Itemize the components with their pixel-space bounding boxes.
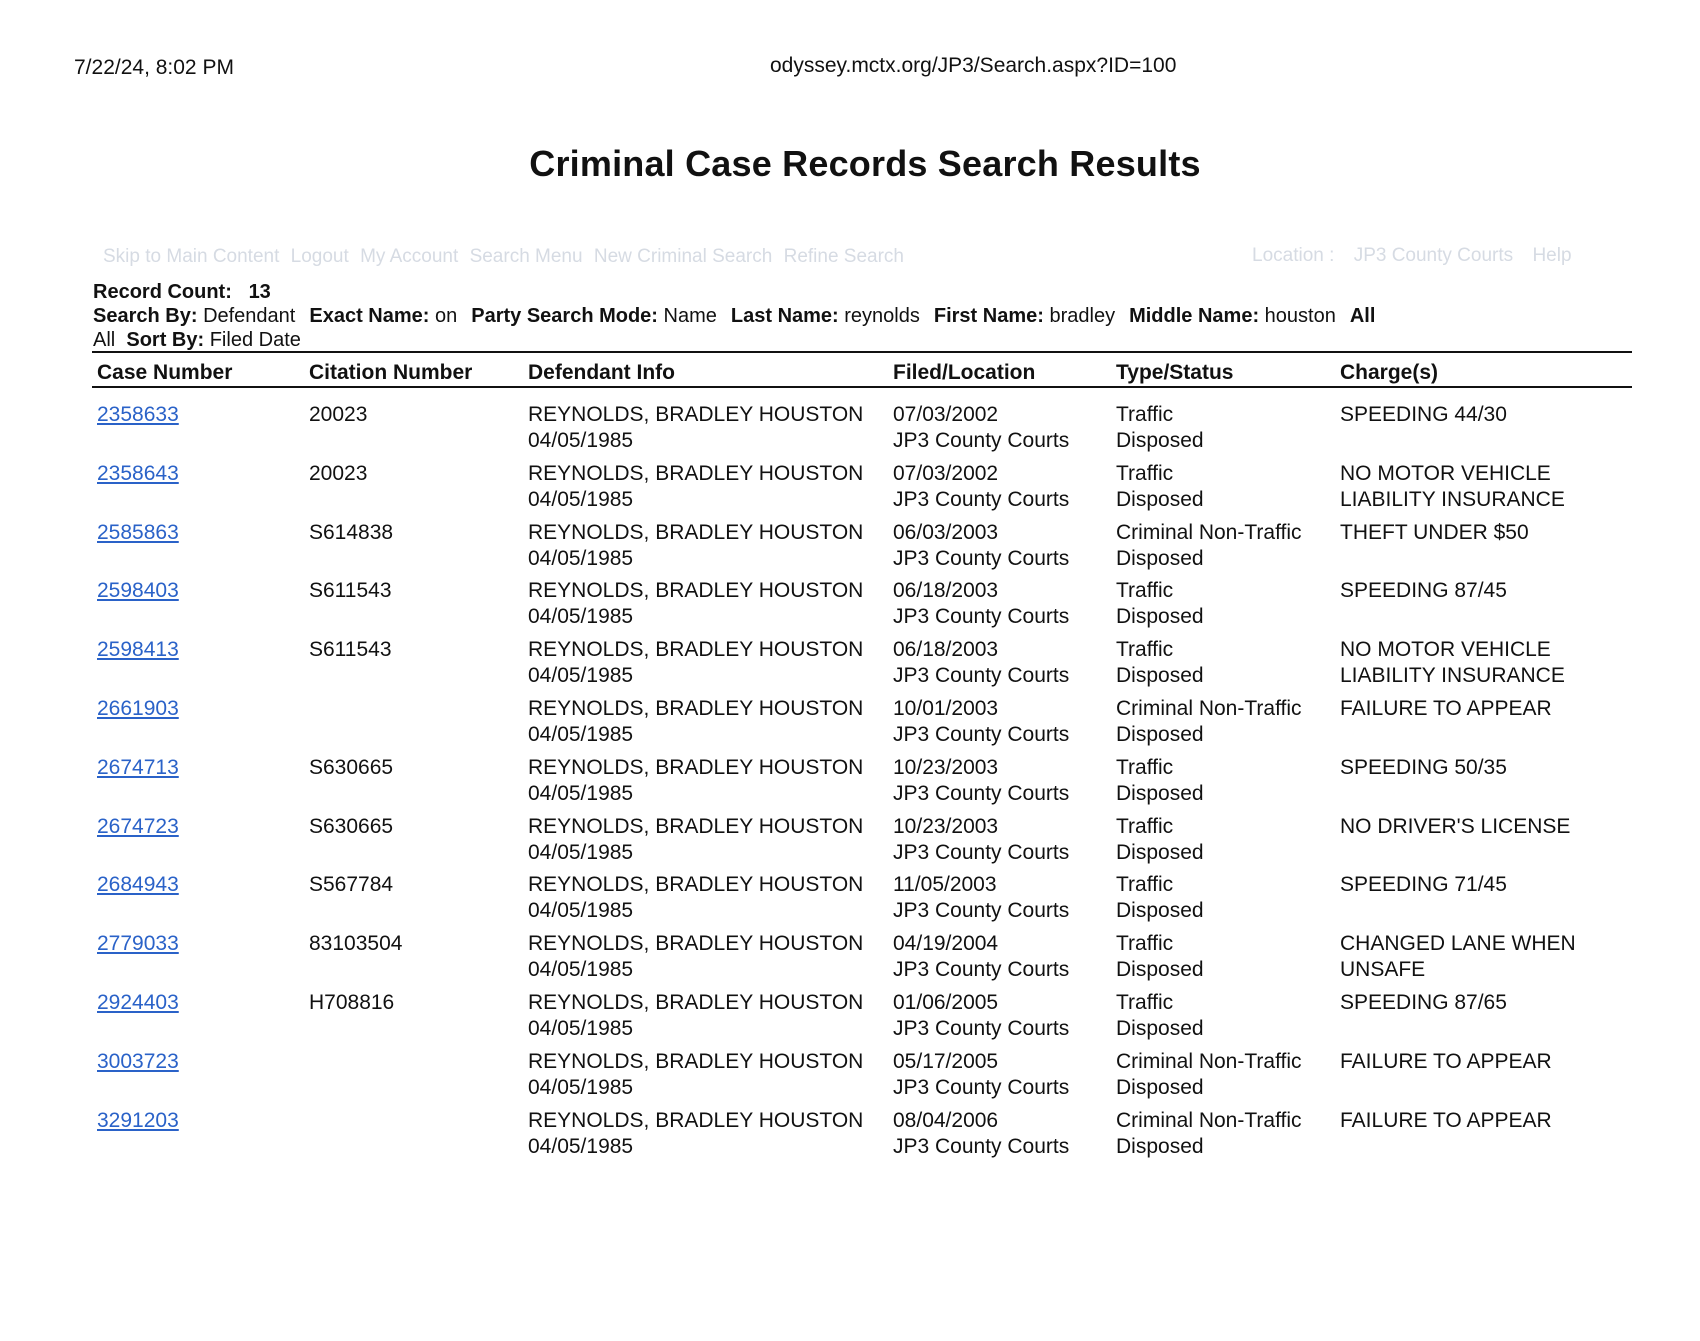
court-location: JP3 County Courts (893, 840, 1070, 864)
help-link[interactable]: Help (1532, 245, 1572, 266)
case-number-link[interactable]: 2674723 (97, 814, 179, 838)
court-location: JP3 County Courts (893, 781, 1070, 805)
charge-continued: UNSAFE (1340, 958, 1426, 982)
citation-number: S611543 (309, 638, 392, 662)
case-number-link[interactable]: 2661903 (97, 697, 179, 720)
table-row (0, 696, 1700, 754)
search-criteria (93, 280, 1543, 352)
court-location: JP3 County Courts (893, 546, 1070, 570)
col-header-case-number[interactable]: Case Number (97, 361, 233, 384)
table-row (0, 461, 1700, 519)
case-type: Traffic (1116, 638, 1174, 662)
table-row (0, 872, 1700, 930)
charge-continued: LIABILITY INSURANCE (1340, 664, 1565, 688)
case-status: Disposed (1116, 429, 1204, 452)
case-status: Disposed (1116, 605, 1204, 629)
defendant-name: REYNOLDS, BRADLEY HOUSTON (528, 403, 864, 426)
exact-name-label: Exact Name: (309, 305, 430, 327)
court-location: JP3 County Courts (893, 429, 1070, 452)
middle-name-value: houston (1264, 305, 1336, 327)
case-type: Traffic (1116, 579, 1174, 603)
court-location: JP3 County Courts (893, 1134, 1070, 1158)
filed-date: 08/04/2006 (893, 1108, 999, 1132)
case-status: Disposed (1116, 1134, 1204, 1158)
party-mode-value: Name (663, 305, 717, 327)
case-type: Traffic (1116, 461, 1174, 485)
case-type: Criminal Non-Traffic (1116, 1108, 1302, 1132)
defendant-dob: 04/05/1985 (528, 429, 634, 452)
filed-date: 07/03/2002 (893, 403, 999, 426)
case-type: Traffic (1116, 873, 1174, 897)
court-location: JP3 County Courts (893, 723, 1070, 746)
case-number-link[interactable]: 2674713 (97, 755, 179, 779)
header-rule-top (92, 351, 1632, 353)
citation-number: H708816 (309, 991, 395, 1014)
citation-number: 20023 (309, 461, 368, 485)
table-row (0, 1108, 1700, 1166)
print-date: 7/22/24, 8:02 PM (74, 56, 234, 79)
charge: NO MOTOR VEHICLE (1340, 638, 1551, 662)
citation-number: S630665 (309, 814, 394, 838)
last-name-value: reynolds (844, 305, 920, 327)
case-number-link[interactable]: 2779033 (97, 932, 179, 956)
filed-date: 06/03/2003 (893, 520, 999, 544)
filed-date: 11/05/2003 (893, 873, 997, 897)
nav-my-account-link[interactable]: My Account (360, 246, 459, 267)
middle-name-label: Middle Name: (1129, 305, 1260, 327)
court-location: JP3 County Courts (893, 605, 1070, 629)
table-row (0, 931, 1700, 989)
all-bold: All (1349, 305, 1376, 327)
col-header-type-status[interactable]: Type/Status (1116, 361, 1234, 384)
table-row (0, 578, 1700, 636)
defendant-name: REYNOLDS, BRADLEY HOUSTON (528, 755, 864, 779)
search-by-label: Search By: (93, 305, 198, 327)
citation-number: S614838 (309, 520, 394, 544)
search-by-value: Defendant (203, 305, 296, 327)
charge-continued: LIABILITY INSURANCE (1340, 487, 1565, 511)
court-location: JP3 County Courts (893, 899, 1070, 923)
case-number-link[interactable]: 2598403 (97, 579, 179, 603)
defendant-name: REYNOLDS, BRADLEY HOUSTON (528, 1108, 864, 1132)
location-select[interactable]: JP3 County Courts (1353, 245, 1514, 266)
table-row (0, 520, 1700, 578)
defendant-dob: 04/05/1985 (528, 958, 634, 982)
defendant-dob: 04/05/1985 (528, 546, 634, 570)
case-status: Disposed (1116, 899, 1204, 923)
case-type: Traffic (1116, 991, 1174, 1014)
nav-skip-link[interactable]: Skip to Main Content (103, 246, 280, 267)
nav-logout-link[interactable]: Logout (290, 246, 349, 267)
defendant-dob: 04/05/1985 (528, 723, 634, 746)
defendant-name: REYNOLDS, BRADLEY HOUSTON (528, 932, 864, 956)
nav-refine-search-link[interactable]: Refine Search (783, 246, 904, 267)
defendant-dob: 04/05/1985 (528, 1075, 634, 1099)
defendant-name: REYNOLDS, BRADLEY HOUSTON (528, 579, 864, 603)
exact-name-value: on (434, 305, 458, 327)
case-type: Criminal Non-Traffic (1116, 697, 1302, 720)
case-status: Disposed (1116, 1017, 1204, 1040)
defendant-name: REYNOLDS, BRADLEY HOUSTON (528, 991, 864, 1014)
charge: FAILURE TO APPEAR (1340, 697, 1552, 720)
filed-date: 06/18/2003 (893, 638, 999, 662)
citation-number: 20023 (309, 403, 368, 426)
charge: NO MOTOR VEHICLE (1340, 461, 1551, 485)
charge: SPEEDING 71/45 (1340, 873, 1507, 897)
charge: SPEEDING 50/35 (1340, 755, 1507, 779)
charge: SPEEDING 87/45 (1340, 579, 1507, 603)
defendant-dob: 04/05/1985 (528, 605, 634, 629)
header-rule-bottom (92, 386, 1632, 388)
filed-date: 10/23/2003 (893, 814, 999, 838)
filed-date: 04/19/2004 (893, 932, 999, 956)
case-number-link[interactable]: 2585863 (97, 520, 179, 544)
citation-number: S567784 (309, 873, 394, 897)
citation-number: 83103504 (309, 932, 403, 956)
table-row (0, 637, 1700, 695)
case-type: Traffic (1116, 755, 1174, 779)
case-status: Disposed (1116, 840, 1204, 864)
charge: THEFT UNDER $50 (1340, 520, 1529, 544)
defendant-name: REYNOLDS, BRADLEY HOUSTON (528, 638, 864, 662)
defendant-name: REYNOLDS, BRADLEY HOUSTON (528, 873, 864, 897)
case-status: Disposed (1116, 1075, 1204, 1099)
case-status: Disposed (1116, 487, 1204, 511)
col-header-citation-number[interactable]: Citation Number (309, 361, 473, 384)
court-location: JP3 County Courts (893, 664, 1070, 688)
defendant-name: REYNOLDS, BRADLEY HOUSTON (528, 697, 864, 720)
filed-date: 01/06/2005 (893, 991, 999, 1014)
defendant-dob: 04/05/1985 (528, 487, 634, 511)
charge: FAILURE TO APPEAR (1340, 1049, 1552, 1073)
case-number-link[interactable]: 3003723 (97, 1049, 179, 1073)
sort-by-value: Filed Date (209, 329, 301, 351)
col-header-charges[interactable]: Charge(s) (1340, 361, 1439, 384)
case-status: Disposed (1116, 546, 1204, 570)
defendant-name: REYNOLDS, BRADLEY HOUSTON (528, 1049, 864, 1073)
defendant-name: REYNOLDS, BRADLEY HOUSTON (528, 461, 864, 485)
case-number-link[interactable]: 3291203 (97, 1108, 179, 1132)
case-type: Criminal Non-Traffic (1116, 1049, 1302, 1073)
court-location: JP3 County Courts (893, 1017, 1070, 1040)
charge: SPEEDING 44/30 (1340, 403, 1507, 426)
defendant-dob: 04/05/1985 (528, 781, 634, 805)
case-number-link[interactable]: 2684943 (97, 873, 179, 897)
court-location: JP3 County Courts (893, 487, 1070, 511)
charge: FAILURE TO APPEAR (1340, 1108, 1552, 1132)
table-row (0, 402, 1700, 460)
party-mode-label: Party Search Mode: (471, 305, 658, 327)
nav-location (1252, 245, 1586, 267)
filed-date: 05/17/2005 (893, 1049, 999, 1073)
charge: NO DRIVER'S LICENSE (1340, 814, 1571, 838)
charge: CHANGED LANE WHEN (1340, 932, 1576, 956)
nav-search-menu-link[interactable]: Search Menu (469, 246, 583, 267)
last-name-label: Last Name: (730, 305, 839, 327)
defendant-dob: 04/05/1985 (528, 1134, 634, 1158)
sort-by-label: Sort By: (126, 329, 205, 351)
case-type: Criminal Non-Traffic (1116, 520, 1302, 544)
table-row (0, 755, 1700, 813)
defendant-dob: 04/05/1985 (528, 840, 634, 864)
defendant-dob: 04/05/1985 (528, 664, 634, 688)
filed-date: 06/18/2003 (893, 579, 999, 603)
defendant-name: REYNOLDS, BRADLEY HOUSTON (528, 814, 864, 838)
col-header-filed-location[interactable]: Filed/Location (893, 361, 1036, 384)
case-number-link[interactable]: 2358643 (97, 461, 179, 485)
table-row (0, 1049, 1700, 1107)
table-row (0, 990, 1700, 1048)
court-location: JP3 County Courts (893, 1075, 1070, 1099)
all-plain: All (93, 329, 116, 351)
filed-date: 07/03/2002 (893, 461, 999, 485)
citation-number: S630665 (309, 755, 394, 779)
location-label: Location : (1252, 245, 1335, 266)
nav-new-criminal-search-link[interactable]: New Criminal Search (593, 246, 773, 267)
citation-number: S611543 (309, 579, 392, 603)
case-number-link[interactable]: 2598413 (97, 638, 179, 662)
case-status: Disposed (1116, 958, 1204, 982)
case-status: Disposed (1116, 781, 1204, 805)
case-number-link[interactable]: 2358633 (97, 403, 179, 426)
case-number-link[interactable]: 2924403 (97, 991, 179, 1014)
record-count-label: Record Count: (93, 281, 232, 303)
record-count: 13 (248, 281, 271, 303)
table-row (0, 814, 1700, 872)
charge: SPEEDING 87/65 (1340, 991, 1507, 1014)
print-url: odyssey.mctx.org/JP3/Search.aspx?ID=100 (770, 54, 1177, 77)
first-name-value: bradley (1049, 305, 1116, 327)
case-type: Traffic (1116, 814, 1174, 838)
case-status: Disposed (1116, 664, 1204, 688)
filed-date: 10/01/2003 (893, 697, 999, 720)
case-type: Traffic (1116, 403, 1174, 426)
case-status: Disposed (1116, 723, 1204, 746)
nav-bar (103, 246, 910, 268)
first-name-label: First Name: (933, 305, 1044, 327)
defendant-dob: 04/05/1985 (528, 1017, 634, 1040)
filed-date: 10/23/2003 (893, 755, 999, 779)
defendant-name: REYNOLDS, BRADLEY HOUSTON (528, 520, 864, 544)
case-type: Traffic (1116, 932, 1174, 956)
defendant-dob: 04/05/1985 (528, 899, 634, 923)
page-title: Criminal Case Records Search Results (529, 143, 1201, 184)
court-location: JP3 County Courts (893, 958, 1070, 982)
col-header-defendant-info[interactable]: Defendant Info (528, 361, 675, 384)
